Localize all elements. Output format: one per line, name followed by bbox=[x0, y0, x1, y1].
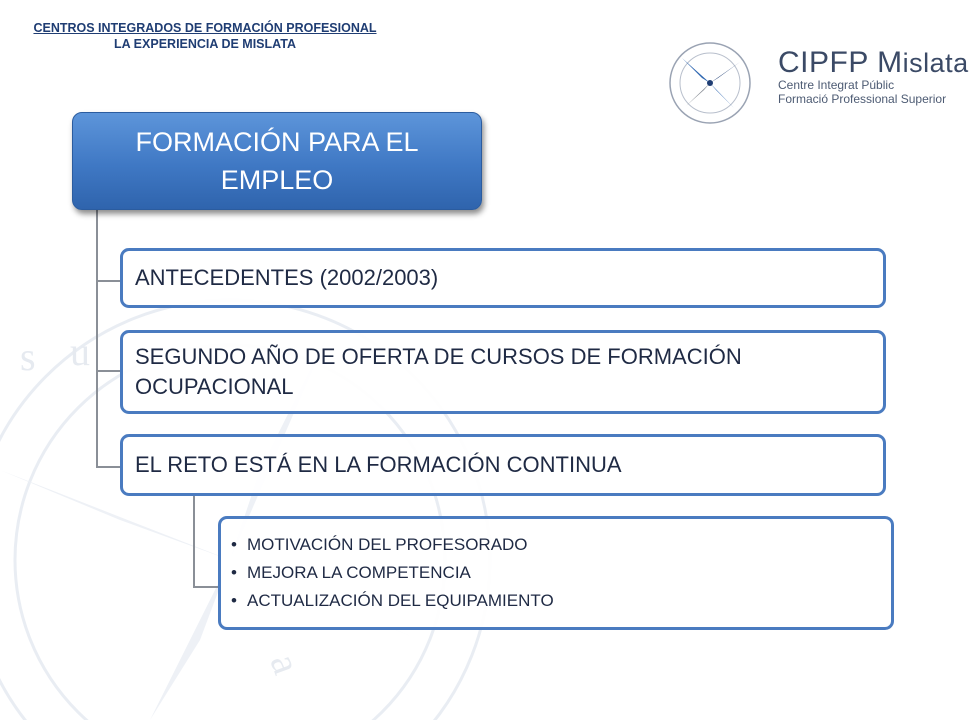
list-item-reto bbox=[120, 434, 886, 496]
bullet-item: • MOTIVACIÓN DEL PROFESORADO bbox=[231, 535, 528, 554]
logo-subtitle-1: Centre Integrat Públic bbox=[778, 78, 895, 92]
bullet-item: • MEJORA LA COMPETENCIA bbox=[231, 563, 471, 582]
tree-connector bbox=[193, 494, 195, 588]
logo-title: CIPFP Mislata bbox=[778, 46, 969, 79]
list-item-text: ANTECEDENTES (2002/2003) bbox=[135, 265, 439, 290]
list-item-text: EL RETO ESTÁ EN LA FORMACIÓN CONTINUA bbox=[135, 452, 622, 477]
logo-subtitle-2: Formació Professional Superior bbox=[778, 92, 947, 106]
svg-text:u: u bbox=[70, 329, 90, 374]
tree-connector bbox=[193, 586, 220, 588]
list-item-antecedentes bbox=[120, 248, 886, 308]
cipfp-logo bbox=[658, 38, 969, 128]
slide-title-text: FORMACIÓN PARA EL EMPLEO bbox=[135, 127, 419, 195]
svg-text:a: a bbox=[261, 647, 310, 680]
tree-connector bbox=[96, 370, 122, 372]
bullet-list bbox=[231, 531, 891, 615]
bullet-list-box bbox=[218, 516, 894, 630]
list-item-text: SEGUNDO AÑO DE OFERTA DE CURSOS DE FORMACIÓN OCUPACIONAL bbox=[135, 344, 742, 399]
list-item-segundo-ano bbox=[120, 330, 886, 414]
tree-connector bbox=[96, 206, 98, 468]
slide-title bbox=[72, 112, 482, 210]
presentation-header bbox=[20, 20, 390, 52]
header-title: CENTROS INTEGRADOS DE FORMACIÓN PROFESIONAL bbox=[33, 21, 377, 35]
tree-connector bbox=[96, 466, 122, 468]
bullet-item: • ACTUALIZACIÓN DEL EQUIPAMIENTO bbox=[231, 591, 554, 610]
logo-wordmark bbox=[778, 48, 969, 106]
tree-connector bbox=[96, 280, 122, 282]
svg-text:s: s bbox=[20, 334, 36, 379]
seal-icon bbox=[658, 38, 768, 128]
header-subtitle: LA EXPERIENCIA DE MISLATA bbox=[114, 37, 296, 51]
